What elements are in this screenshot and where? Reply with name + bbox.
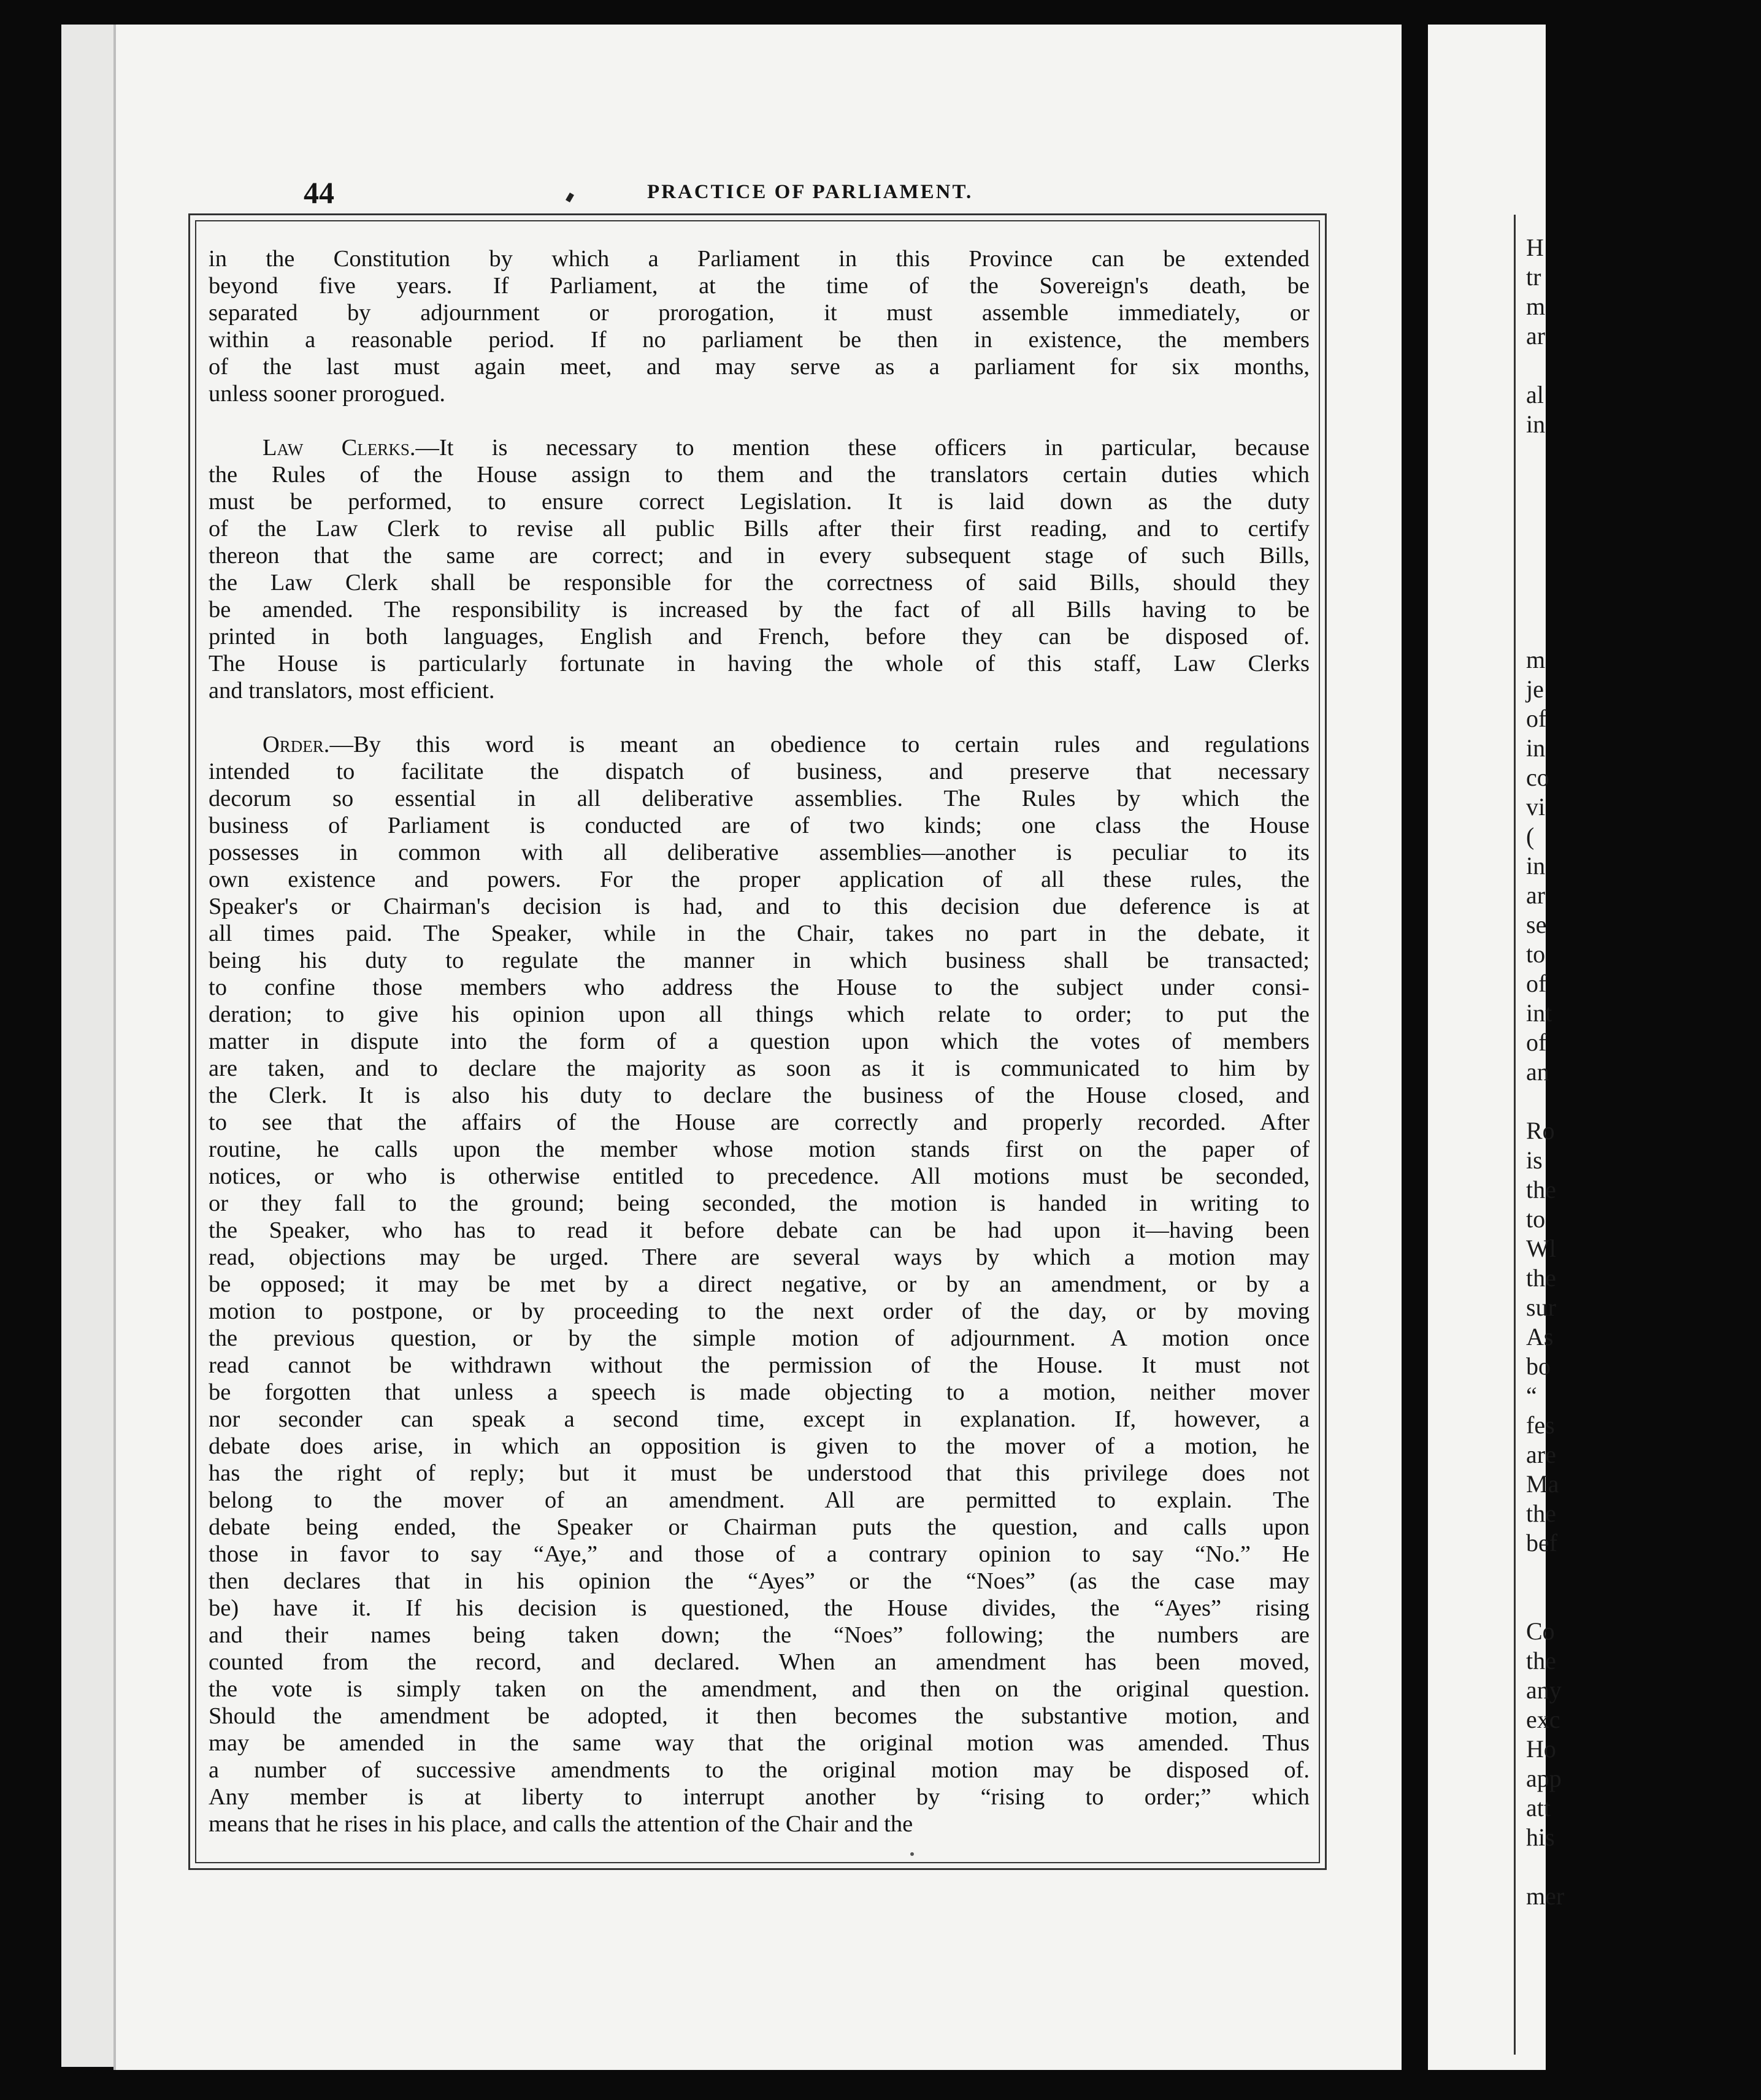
text-line: then declares that in his opinion the “Ayes” or the “Noes” (as the case may [209,1568,1310,1594]
text-line: of the last must again meet, and may serve as a parliament for six months, [209,354,1310,380]
text-line: beyond five years. If Parliament, at the time of the Sovereign's death, be [209,273,1310,299]
facing-page-text: his [1526,1823,1555,1851]
page-number: 44 [304,175,334,210]
text-line: intended to facilitate the dispatch of business, and preserve that necessary [209,759,1310,784]
facing-page-text: is [1526,1146,1543,1174]
facing-page-text: sur [1526,1293,1556,1321]
text-line: read, objections may be urged. There are several ways by which a motion may [209,1244,1310,1270]
text-line: of the Law Clerk to revise all public Bills after their first reading, and to certify [209,516,1310,542]
text-line: nor seconder can speak a second time, except in explanation. If, however, a [209,1406,1310,1432]
facing-page-text: As [1526,1323,1554,1351]
facing-page-text: Ma [1526,1470,1559,1498]
facing-page-text: co [1526,764,1549,791]
facing-page-text: an [1526,1058,1549,1086]
text-line: means that he rises in his place, and calls the attention of the Chair and the [209,1811,913,1837]
ink-mark [566,193,574,202]
text-line: may be amended in the same way that the original motion was amended. Thus [209,1730,1310,1756]
text-line: the vote is simply taken on the amendment, and then on the original question. [209,1676,1310,1702]
text-line: be opposed; it may be met by a direct negative, or by an amendment, or by a [209,1271,1310,1297]
facing-page-text: bo [1526,1352,1551,1380]
text-line: Order.—By this word is meant an obedience to certain rules and regulations [263,732,1310,757]
text-line: within a reasonable period. If no parliament be then in existence, the members [209,327,1310,353]
facing-page-text: ( [1526,822,1535,850]
text-line: deration; to give his opinion upon all things which relate to order; to put the [209,1002,1310,1027]
text-line: decorum so essential in all deliberative assemblies. The Rules by which the [209,786,1310,811]
text-line: routine, he calls upon the member whose motion stands first on the paper of [209,1136,1310,1162]
text-line: Law Clerks.—It is necessary to mention these officers in particular, because [263,435,1310,461]
facing-page [1428,25,1565,2070]
facing-page-text: int [1526,999,1552,1027]
text-line: be amended. The responsibility is increased by the fact of all Bills having to be [209,597,1310,623]
text-line: to confine those members who address the House to the subject under consi- [209,975,1310,1000]
text-line: debate being ended, the Speaker or Chairman puts the question, and calls upon [209,1514,1310,1540]
speck [910,1852,914,1856]
facing-page-text: to [1526,940,1546,968]
facing-page-text: of [1526,705,1547,732]
text-line: The House is particularly fortunate in having the whole of this staff, Law Clerks [209,651,1310,676]
paragraph [209,245,1310,407]
text-line: business of Parliament is conducted are of two kinds; one class the House [209,813,1310,838]
section-heading: Order. [263,732,330,757]
section-heading: Law Clerks. [263,435,416,461]
text-line: debate does arise, in which an opposition is given to the mover of a motion, he [209,1433,1310,1459]
text-line: read cannot be withdrawn without the permission of the House. It must not [209,1352,1310,1378]
facing-page-text: fes [1526,1411,1555,1439]
facing-page-text: the [1526,1647,1556,1674]
facing-page-text: exc [1526,1706,1560,1733]
facing-page-text: in [1526,410,1546,438]
facing-page-text: the [1526,1500,1556,1527]
text-line: Should the amendment be adopted, it then becomes the substantive motion, and [209,1703,1310,1729]
paragraph [209,731,1310,1838]
text-line: printed in both languages, English and French, before they can be disposed of. [209,624,1310,650]
text-line: matter in dispute into the form of a question upon which the votes of members [209,1029,1310,1054]
facing-page-text: je [1526,675,1544,703]
facing-page-text: H [1526,234,1544,261]
text-line: separated by adjournment or prorogation, it must assemble immediately, or [209,300,1310,326]
text-line: notices, or who is otherwise entitled to precedence. All motions must be seconded, [209,1163,1310,1189]
facing-page-text: ar [1526,322,1546,350]
text-line: are taken, and to declare the majority as soon as it is communicated to him by [209,1056,1310,1081]
facing-page-text: to [1526,1205,1546,1233]
body-text [209,245,1310,1838]
facing-page-text: m [1526,646,1546,673]
facing-page-text: m [1526,293,1546,320]
text-line: must be performed, to ensure correct Legislation. It is laid down as the duty [209,489,1310,515]
text-line: Speaker's or Chairman's decision is had, and to this decision due deference is at [209,894,1310,919]
text-line: Any member is at liberty to interrupt another by “rising to order;” which [209,1784,1310,1810]
text-line: the Speaker, who has to read it before debate can be had upon it—having been [209,1217,1310,1243]
text-line: the Rules of the House assign to them and the translators certain duties which [209,462,1310,488]
facing-page-text: al [1526,381,1544,408]
text-line: or they fall to the ground; being seconded, the motion is handed in writing to [209,1190,1310,1216]
facing-page-text: the [1526,1264,1556,1292]
facing-page-text: ar [1526,881,1546,909]
text-line: a number of successive amendments to the original motion may be disposed of. [209,1757,1310,1783]
paragraph-gap [209,704,1310,731]
facing-page-text: tr [1526,263,1541,291]
facing-page-text: Wl [1526,1235,1556,1262]
text-line: counted from the record, and declared. When an amendment has been moved, [209,1649,1310,1675]
text-line: belong to the mover of an amendment. All are permitted to explain. The [209,1487,1310,1513]
text-line: to see that the affairs of the House are correctly and properly recorded. After [209,1109,1310,1135]
facing-page-text: Ho [1526,1735,1556,1763]
text-line: thereon that the same are correct; and in every subsequent stage of such Bills, [209,543,1310,569]
facing-page-text: Ro [1526,1117,1555,1144]
running-head [113,175,1402,212]
text-line: those in favor to say “Aye,” and those of a contrary opinion to say “No.” He [209,1541,1310,1567]
text-line: and translators, most efficient. [209,678,495,703]
facing-page-text: “ [1526,1382,1537,1409]
facing-page-text: are [1526,1441,1556,1468]
facing-page-text: vi [1526,793,1546,821]
paragraph [209,434,1310,704]
facing-page-text: in [1526,852,1546,879]
text-line: be forgotten that unless a speech is made objecting to a motion, neither mover [209,1379,1310,1405]
facing-page-text: bef [1526,1529,1558,1557]
facing-page-text: the [1526,1176,1556,1203]
facing-page-text: Co [1526,1617,1555,1645]
text-line: has the right of reply; but it must be understood that this privilege does not [209,1460,1310,1486]
facing-page-text: mer [1526,1882,1565,1910]
facing-page-text: app [1526,1765,1562,1792]
facing-page-text: att [1526,1794,1551,1822]
facing-page-text: in [1526,734,1546,762]
facing-page-text: of [1526,970,1547,997]
facing-page-text: any [1526,1676,1562,1704]
facing-page-text: of [1526,1029,1547,1056]
text-line: the previous question, or by the simple motion of adjournment. A motion once [209,1325,1310,1351]
text-line: possesses in common with all deliberative assemblies—another is peculiar to its [209,840,1310,865]
text-line: and their names being taken down; the “Noes” following; the numbers are [209,1622,1310,1648]
paragraph-gap [209,407,1310,434]
text-line: be) have it. If his decision is questioned, the House divides, the “Ayes” rising [209,1595,1310,1621]
text-line: being his duty to regulate the manner in which business shall be transacted; [209,948,1310,973]
text-line: all times paid. The Speaker, while in the Chair, takes no part in the debate, it [209,921,1310,946]
running-title: PRACTICE OF PARLIAMENT. [647,181,973,203]
text-line: motion to postpone, or by proceeding to the next order of the day, or by moving [209,1298,1310,1324]
text-line: the Clerk. It is also his duty to declare the business of the House closed, and [209,1083,1310,1108]
text-line: in the Constitution by which a Parliament in this Province can be extended [209,246,1310,272]
text-line: the Law Clerk shall be responsible for the correctness of said Bills, should they [209,570,1310,596]
facing-page-text: se [1526,911,1547,938]
text-line: own existence and powers. For the proper application of all these rules, the [209,867,1310,892]
text-line: unless sooner prorogued. [209,381,445,407]
